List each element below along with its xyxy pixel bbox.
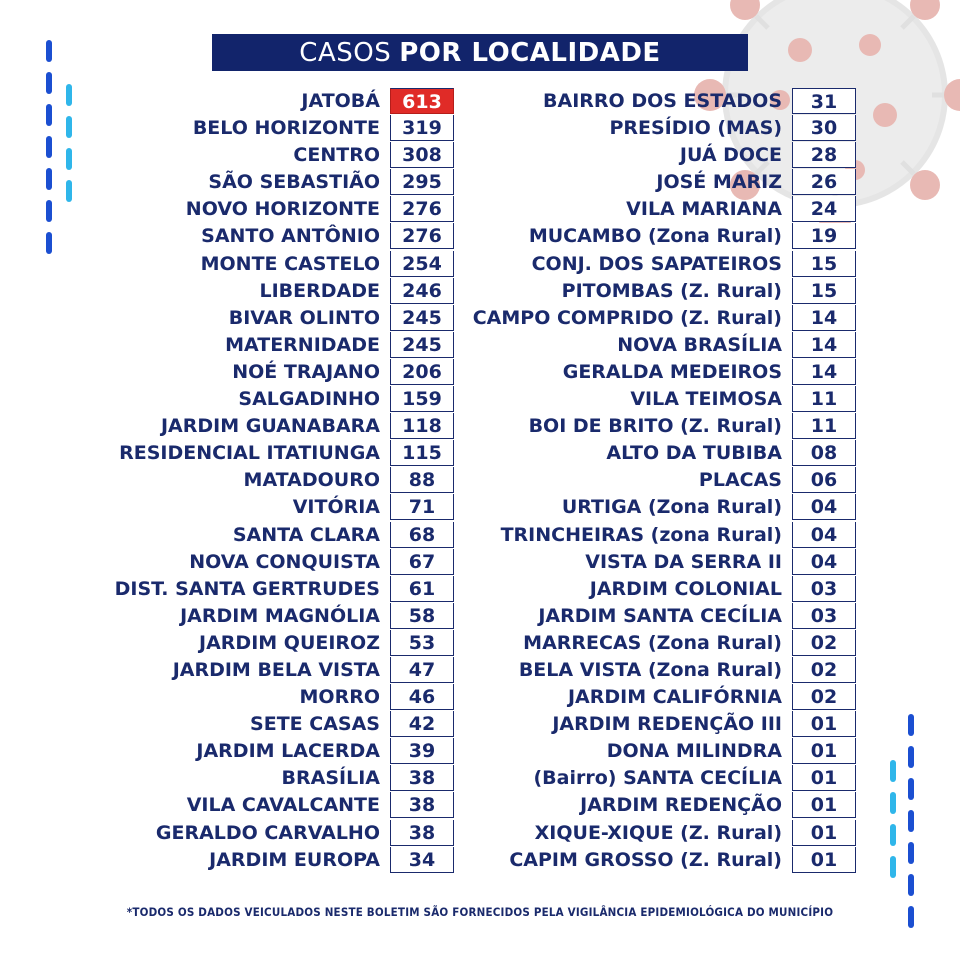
locality-name: JARDIM SANTA CECÍLIA (538, 604, 782, 627)
locality-name: MORRO (299, 686, 380, 709)
case-count: 276 (390, 223, 454, 249)
case-count: 01 (792, 847, 856, 873)
locality-name: DIST. SANTA GERTRUDES (114, 577, 380, 600)
locality-name: JUÁ DOCE (679, 144, 782, 167)
case-count: 61 (390, 576, 454, 602)
locality-name: MONTE CASTELO (200, 252, 380, 275)
locality-name: XIQUE-XIQUE (Z. Rural) (534, 821, 782, 844)
locality-name: MATERNIDADE (225, 333, 380, 356)
locality-name: PLACAS (698, 469, 782, 492)
locality-name: BOI DE BRITO (Z. Rural) (528, 415, 782, 438)
case-count: 04 (792, 494, 856, 520)
locality-name: JARDIM BELA VISTA (172, 658, 380, 681)
case-count: 14 (792, 305, 856, 331)
case-count: 11 (792, 386, 856, 412)
case-count: 245 (390, 305, 454, 331)
case-count: 254 (390, 251, 454, 277)
title-light: CASOS (299, 37, 392, 68)
locality-name: (Bairro) SANTA CECÍLIA (533, 767, 782, 790)
case-count: 14 (792, 359, 856, 385)
locality-name: CAPIM GROSSO (Z. Rural) (509, 848, 782, 871)
case-count: 01 (792, 711, 856, 737)
case-count: 88 (390, 467, 454, 493)
title-bold: POR LOCALIDADE (399, 37, 661, 68)
locality-name: PRESÍDIO (MAS) (609, 117, 782, 140)
footnote: *TODOS OS DADOS VEICULADOS NESTE BOLETIM SÃO FORNECIDOS PELA VIGILÂNCIA EPIDEMIOLÓGICA DO MUNICÍPIO (126, 905, 834, 919)
case-count: 30 (792, 115, 856, 141)
case-count: 02 (792, 684, 856, 710)
case-count: 38 (390, 820, 454, 846)
case-count: 47 (390, 657, 454, 683)
case-count: 276 (390, 196, 454, 222)
locality-name: VILA MARIANA (626, 198, 782, 221)
locality-name: SETE CASAS (250, 713, 380, 736)
locality-name: JARDIM COLONIAL (589, 577, 782, 600)
case-count: 68 (390, 522, 454, 548)
case-count: 15 (792, 251, 856, 277)
locality-name: SANTA CLARA (232, 523, 380, 546)
locality-name: JOSÉ MARIZ (656, 171, 782, 194)
case-count: 159 (390, 386, 454, 412)
locality-name: CAMPO COMPRIDO (Z. Rural) (472, 306, 782, 329)
case-count: 308 (390, 142, 454, 168)
locality-name: NOVA BRASÍLIA (617, 333, 782, 356)
case-count: 28 (792, 142, 856, 168)
case-count: 15 (792, 278, 856, 304)
locality-name: JATOBÁ (301, 90, 380, 112)
locality-name: MUCAMBO (Zona Rural) (528, 225, 782, 248)
case-count: 39 (390, 738, 454, 764)
case-count: 11 (792, 413, 856, 439)
case-count: 01 (792, 765, 856, 791)
case-count: 246 (390, 278, 454, 304)
locality-name: GERALDA MEDEIROS (562, 360, 782, 383)
locality-name: DONA MILINDRA (606, 740, 782, 763)
case-count: 42 (390, 711, 454, 737)
locality-name: MATADOURO (243, 469, 380, 492)
case-count: 01 (792, 738, 856, 764)
locality-name: LIBERDADE (259, 279, 380, 302)
case-count: 02 (792, 657, 856, 683)
locality-name: JARDIM QUEIROZ (199, 631, 380, 654)
locality-name: VISTA DA SERRA II (585, 550, 782, 573)
case-count: 46 (390, 684, 454, 710)
locality-name: VILA TEIMOSA (630, 388, 782, 411)
locality-name: BRASÍLIA (281, 767, 380, 790)
case-count: 38 (390, 765, 454, 791)
case-count: 24 (792, 196, 856, 222)
locality-name: BAIRRO DOS ESTADOS (543, 90, 782, 112)
locality-name: URTIGA (Zona Rural) (561, 496, 782, 519)
case-count: 31 (792, 88, 856, 114)
case-count: 245 (390, 332, 454, 358)
locality-name: JARDIM MAGNÓLIA (180, 604, 380, 627)
case-count: 04 (792, 549, 856, 575)
locality-name: JARDIM EUROPA (209, 848, 380, 871)
locality-name: JARDIM LACERDA (196, 740, 380, 763)
case-count: 19 (792, 223, 856, 249)
case-count: 02 (792, 630, 856, 656)
locality-name: BELO HORIZONTE (192, 117, 380, 140)
case-count: 58 (390, 603, 454, 629)
locality-name: VILA CAVALCANTE (186, 794, 380, 817)
locality-name: BELA VISTA (Zona Rural) (518, 658, 782, 681)
page-title (212, 34, 748, 71)
locality-name: JARDIM CALIFÓRNIA (567, 686, 782, 709)
locality-name: SANTO ANTÔNIO (201, 225, 380, 248)
case-count: 206 (390, 359, 454, 385)
locality-name: GERALDO CARVALHO (155, 821, 380, 844)
locality-name: MARRECAS (Zona Rural) (523, 631, 782, 654)
case-count: 53 (390, 630, 454, 656)
case-count: 26 (792, 169, 856, 195)
case-count: 06 (792, 467, 856, 493)
case-count: 71 (390, 494, 454, 520)
locality-name: VITÓRIA (292, 496, 380, 519)
locality-name: NOÉ TRAJANO (232, 360, 380, 383)
case-count: 115 (390, 440, 454, 466)
locality-name: RESIDENCIAL ITATIUNGA (119, 442, 380, 465)
case-count: 34 (390, 847, 454, 873)
case-count: 01 (792, 820, 856, 846)
locality-name: NOVA CONQUISTA (189, 550, 380, 573)
case-count: 118 (390, 413, 454, 439)
locality-name: JARDIM REDENÇÃO III (552, 713, 782, 736)
case-count: 01 (792, 792, 856, 818)
locality-name: JARDIM GUANABARA (160, 415, 380, 438)
case-count: 38 (390, 792, 454, 818)
case-count: 295 (390, 169, 454, 195)
locality-name: SALGADINHO (238, 388, 380, 411)
case-count: 14 (792, 332, 856, 358)
locality-name: CENTRO (293, 144, 380, 167)
case-count: 03 (792, 576, 856, 602)
case-count: 04 (792, 522, 856, 548)
locality-name: JARDIM REDENÇÃO (580, 794, 782, 817)
locality-name: NOVO HORIZONTE (185, 198, 380, 221)
locality-name: BIVAR OLINTO (228, 306, 380, 329)
locality-name: SÃO SEBASTIÃO (208, 171, 380, 194)
locality-name: CONJ. DOS SAPATEIROS (531, 252, 782, 275)
case-count: 67 (390, 549, 454, 575)
case-count: 08 (792, 440, 856, 466)
locality-name: PITOMBAS (Z. Rural) (561, 279, 782, 302)
case-count: 03 (792, 603, 856, 629)
case-count: 613 (390, 88, 454, 114)
locality-name: ALTO DA TUBIBA (606, 442, 782, 465)
case-count: 319 (390, 115, 454, 141)
locality-name: TRINCHEIRAS (zona Rural) (500, 523, 782, 546)
